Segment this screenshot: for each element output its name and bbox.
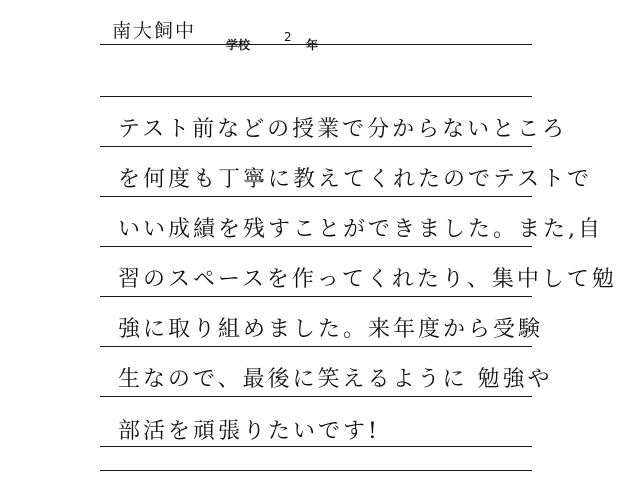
grade-number: 2 — [284, 30, 292, 44]
comment-line-3: いい成績を残すことができました。また,自 — [118, 217, 603, 242]
ruled-line — [100, 96, 532, 97]
comment-line-6: 生なので、最後に笑えるように 勉強や — [118, 367, 553, 392]
comment-line-5: 強に取り組めました。来年度から受験 — [118, 317, 544, 342]
comment-line-4: 習のスペースを作ってくれたり、集中して勉 — [118, 267, 617, 292]
school-name: 南大飼中 — [112, 20, 197, 42]
school-label: 学校 — [226, 38, 251, 52]
comment-line-2: を何度も丁寧に教えてくれたのでテストで — [118, 167, 593, 192]
ruled-line — [100, 146, 532, 147]
header-underline — [100, 44, 532, 45]
grade-label: 年 — [306, 38, 319, 52]
ruled-line — [100, 446, 532, 447]
ruled-line — [100, 196, 532, 197]
ruled-line — [100, 346, 532, 347]
ruled-line — [100, 396, 532, 397]
ruled-line — [100, 296, 532, 297]
ruled-line — [100, 470, 532, 471]
comment-line-1: テスト前などの授業で分からないところ — [118, 117, 568, 142]
ruled-line — [100, 246, 532, 247]
comment-line-7: 部活を頑張りたいです! — [118, 419, 380, 444]
